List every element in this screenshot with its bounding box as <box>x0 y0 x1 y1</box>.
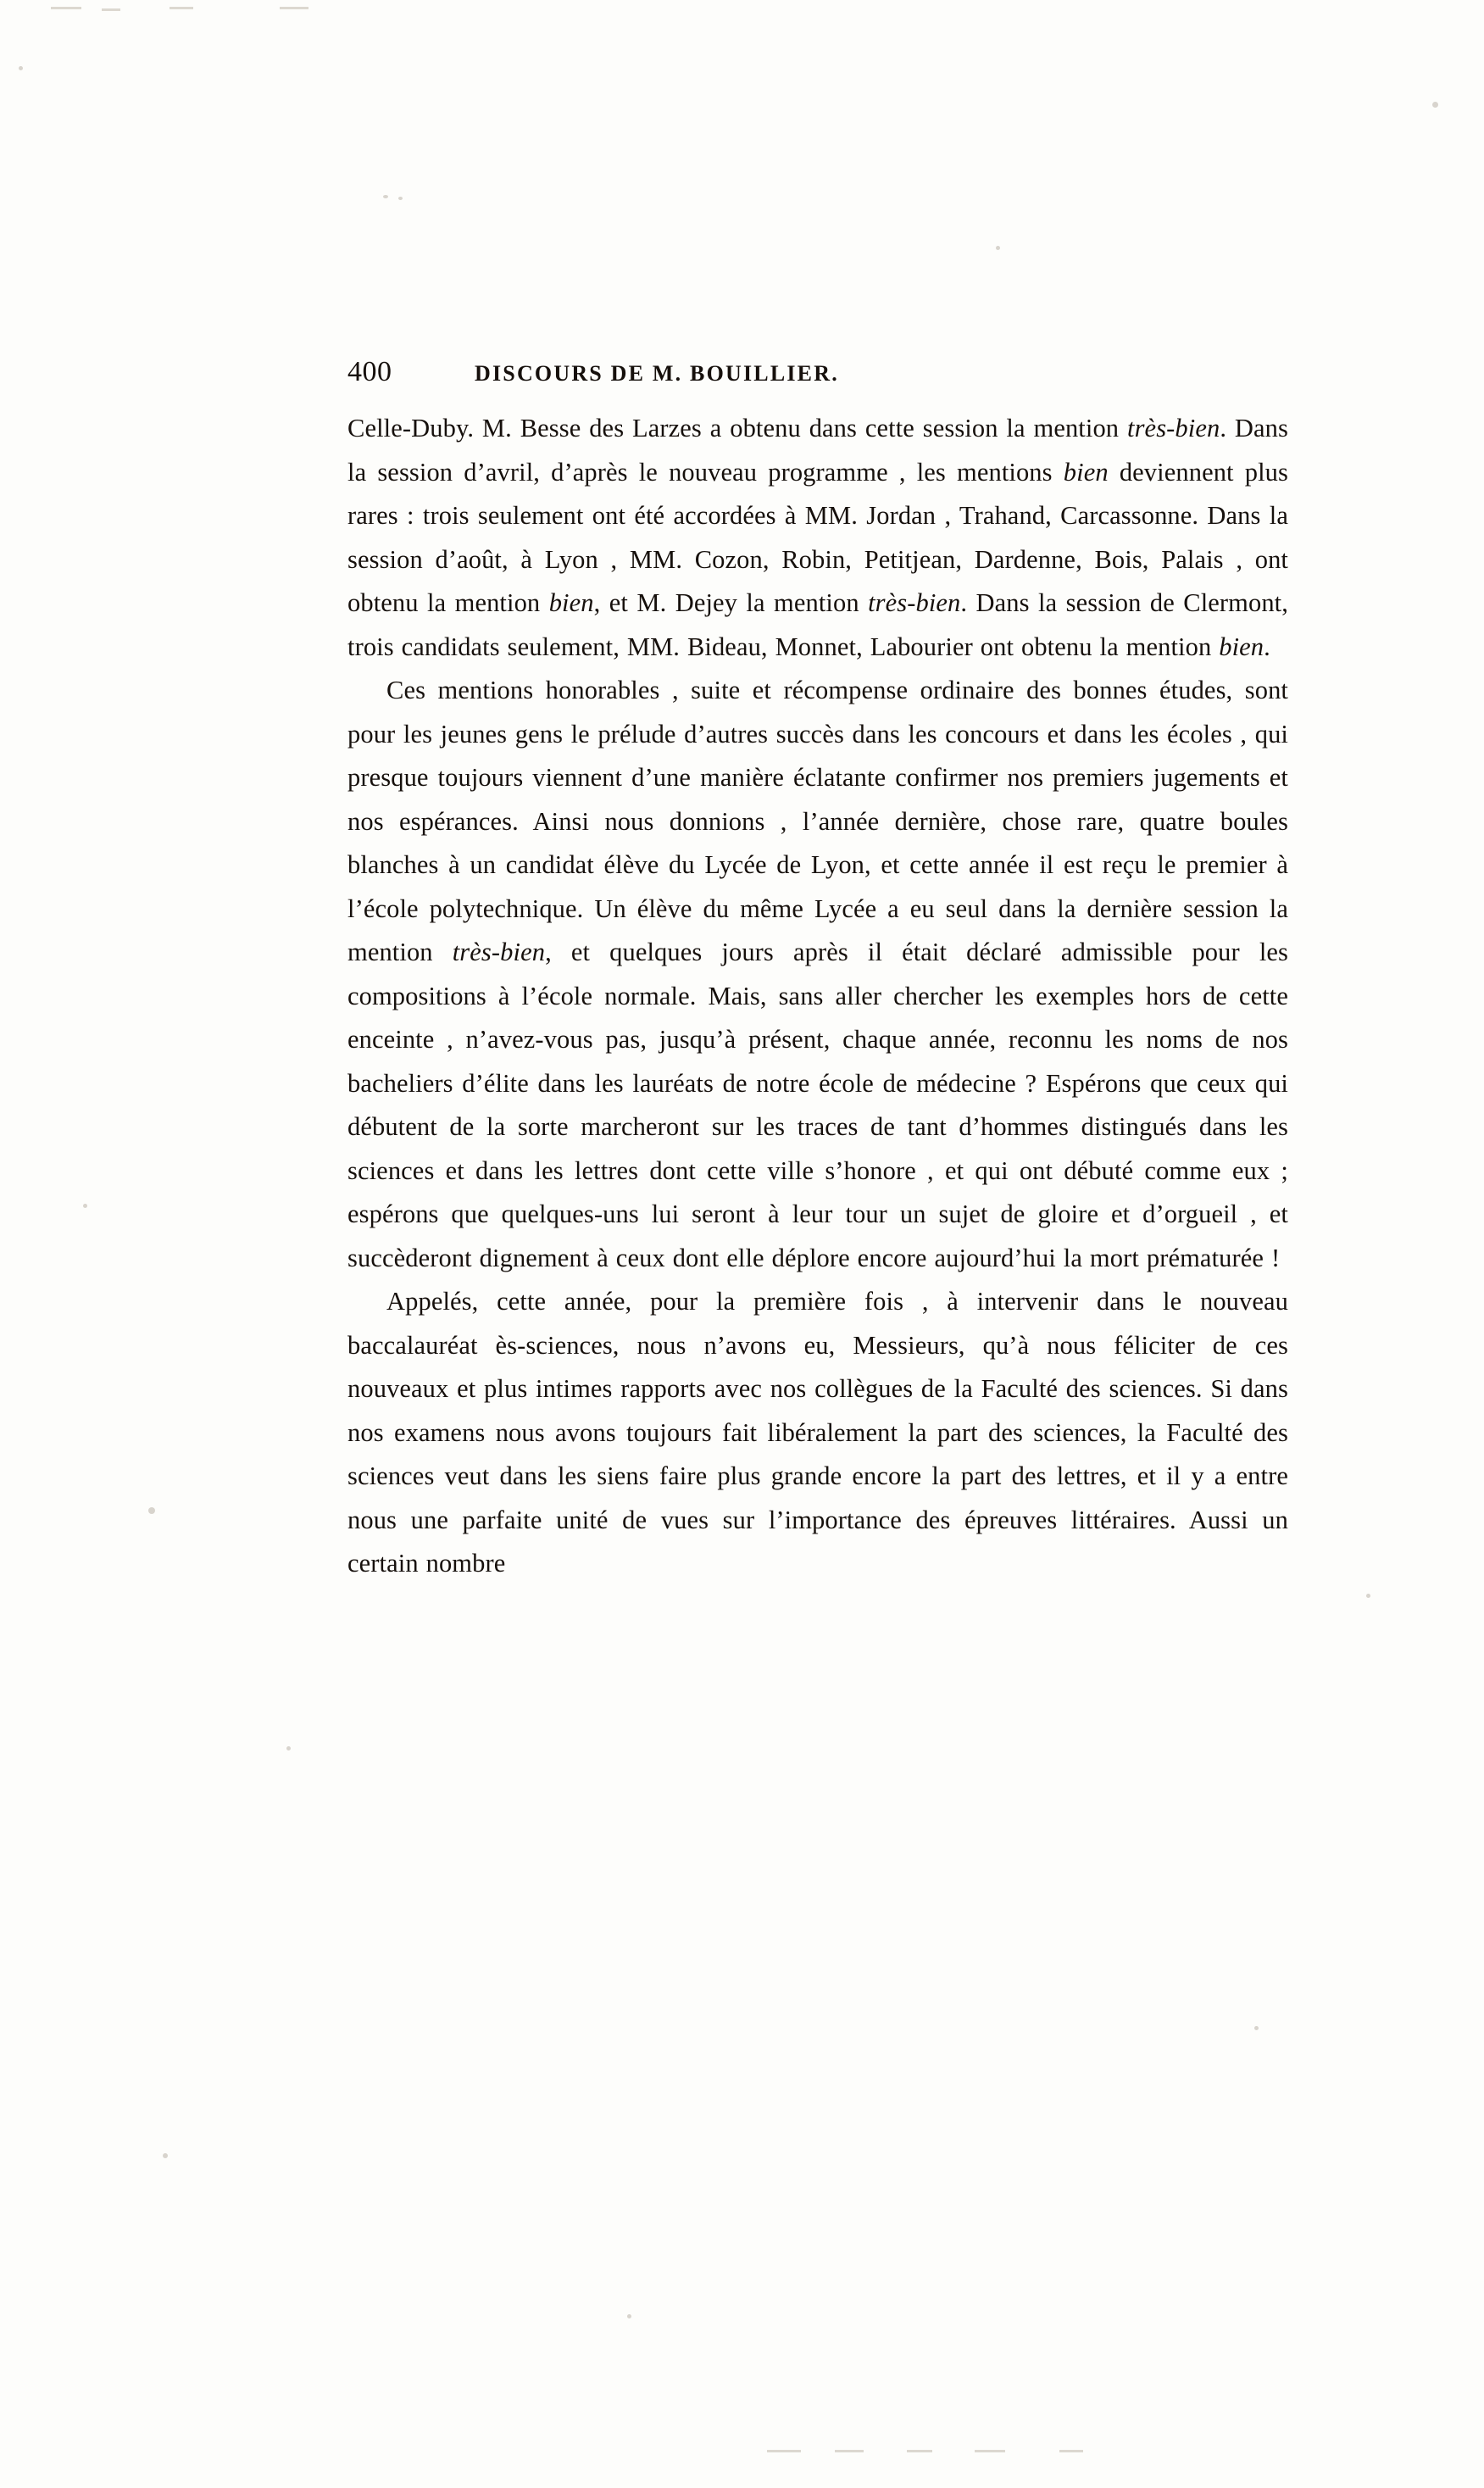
scan-artifact <box>280 7 308 9</box>
scan-speck <box>83 1204 87 1208</box>
scan-artifact <box>907 2450 932 2452</box>
paragraph: Ces mentions honorables , suite et récompense ordinaire des bonnes études, sont pour les jeunes gens le prélude d’autres succès dans les concours et dans les écoles , qui presque toujours viennent d’une manière éclatante confirmer nos premiers jugements et nos espérances. Ainsi nous donnions , l’année dernière, chose rare, quatre boules blanches à un candidat élève du Lycée de Lyon, et cette année il est reçu le premier à l’école polytechnique. Un élève du même Lycée a eu seul dans la dernière session la mention très-bien, et quelques jours après il était déclaré admissible pour les compositions à l’école normale. Mais, sans aller chercher les exemples hors de cette enceinte , n’avez-vous pas, jusqu’à présent, chaque année, reconnu les noms de nos bacheliers d’élite dans les lauréats de notre école de médecine ? Espérons que ceux qui débutent de la sorte marcheront sur les traces de tant d’hommes distingués dans les sciences et dans les lettres dont cette ville s’honore , et qui ont débuté comme eux ; espérons que quelques-uns lui seront à leur tour un sujet de gloire et d’orgueil , et succèderont dignement à ceux dont elle déplore encore aujourd’hui la mort prématurée ! <box>347 676 1289 1272</box>
scan-artifact <box>1059 2450 1083 2452</box>
scan-speck <box>148 1507 155 1514</box>
page-header <box>347 356 1288 388</box>
scan-artifact <box>170 7 193 9</box>
scan-speck <box>1254 2026 1259 2030</box>
running-head: DISCOURS DE M. BOUILLIER. <box>475 361 839 386</box>
paragraph: Appelés, cette année, pour la première fois , à intervenir dans le nouveau baccalauréat ès-sciences, nous n’avons eu, Messieurs, qu’à nous féliciter de ces nouveaux et plus intimes rapports avec nos collègues de la Faculté des sciences. Si dans nos examens nous avons toujours fait libéralement la part des sciences, la Faculté des sciences veut dans les siens faire plus grande encore la part des lettres, et il y a entre nous une parfaite unité de vues sur l’importance des épreuves littéraires. Aussi un certain nombre <box>347 1287 1288 1578</box>
scan-artifact <box>102 8 120 11</box>
scan-speck <box>383 195 388 198</box>
scan-artifact <box>51 7 81 9</box>
scan-speck <box>163 2153 168 2158</box>
scan-artifact <box>767 2450 801 2452</box>
scan-speck <box>19 66 23 70</box>
paragraph: Celle-Duby. M. Besse des Larzes a obtenu dans cette session la mention très-bien. Dans la session d’avril, d’après le nouveau programme , les mentions bien deviennent plus rares : trois seulement ont été accordées à MM. Jordan , Trahand, Carcassonne. Dans la session d’août, à Lyon , MM. Cozon, Robin, Petitjean, Dardenne, Bois, Palais , ont obtenu la mention bien, et M. Dejey la mention très-bien. Dans la session de Clermont, trois candidats seulement, MM. Bideau, Monnet, Labourier ont obtenu la mention bien. <box>347 414 1289 661</box>
scan-speck <box>627 2314 631 2318</box>
scan-speck <box>286 1746 291 1751</box>
scan-artifact <box>835 2450 864 2452</box>
scan-artifact <box>975 2450 1005 2452</box>
page-number: 400 <box>347 356 392 387</box>
page-text-block <box>347 356 1288 1586</box>
scan-speck <box>1366 1594 1370 1598</box>
scan-speck <box>996 246 1000 250</box>
scan-speck <box>1432 102 1438 108</box>
scan-speck <box>398 197 403 200</box>
